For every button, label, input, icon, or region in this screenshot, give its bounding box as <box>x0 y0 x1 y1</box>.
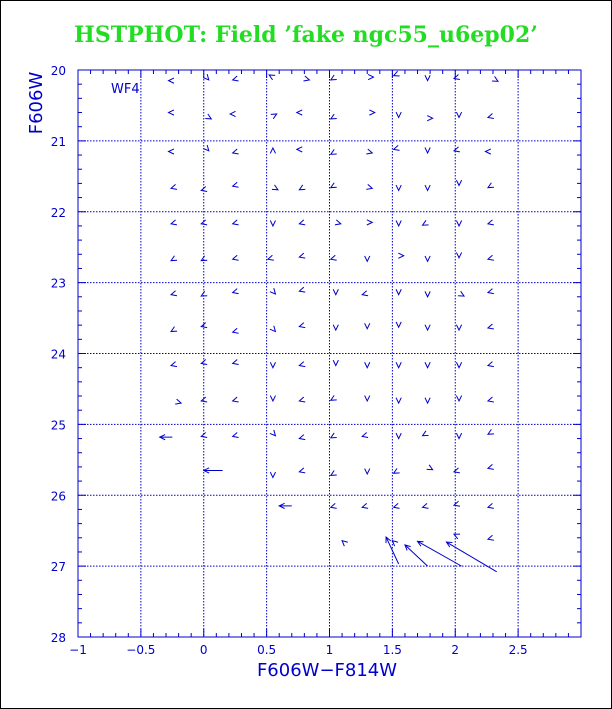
vector-arrow <box>488 324 494 329</box>
vector-head <box>171 220 177 225</box>
vector-head <box>362 432 368 437</box>
vector-arrow <box>331 503 337 508</box>
axes <box>51 64 581 657</box>
vector-arrow <box>270 326 276 332</box>
vector-arrow <box>270 148 275 153</box>
vector-arrow <box>270 430 276 436</box>
vector-arrow <box>456 433 461 438</box>
vector-head <box>425 398 430 403</box>
vector-head <box>169 149 174 154</box>
vector-arrow <box>270 362 275 367</box>
vector-head <box>456 221 461 226</box>
y-tick-label: 23 <box>50 276 66 291</box>
vector-arrow <box>488 397 494 402</box>
vector-head <box>331 183 337 188</box>
vector-head <box>396 362 401 367</box>
vector-arrow <box>230 111 235 116</box>
vector-head <box>333 289 338 294</box>
vector-head <box>201 397 207 402</box>
vector-head <box>369 110 374 115</box>
vector-arrow <box>297 110 302 115</box>
vector-shaft <box>446 542 496 572</box>
y-axis-label: F606W <box>26 71 47 135</box>
vector-arrow <box>456 180 461 185</box>
vector-head <box>427 116 432 121</box>
vector-arrow <box>425 362 430 367</box>
vector-head <box>488 429 494 434</box>
vector-head <box>423 503 429 508</box>
vector-field <box>160 71 498 572</box>
vector-head <box>423 431 429 436</box>
vector-arrow <box>303 76 309 81</box>
vector-arrow <box>201 187 207 192</box>
vector-head <box>425 75 430 80</box>
vector-arrow <box>171 362 177 367</box>
vector-head <box>233 289 239 294</box>
vector-arrow <box>456 221 461 226</box>
vector-arrow <box>331 75 337 80</box>
vector-arrow <box>368 74 373 79</box>
vector-arrow <box>362 503 368 508</box>
vector-head <box>233 432 239 437</box>
vector-head <box>456 180 461 185</box>
vector-head <box>271 114 277 119</box>
vector-head <box>485 149 490 154</box>
vector-arrow <box>396 322 401 327</box>
vector-head <box>488 255 494 260</box>
vector-arrow <box>171 291 177 296</box>
vector-arrow <box>333 289 338 294</box>
vector-head <box>425 148 430 153</box>
vector-arrow <box>485 149 490 154</box>
vector-head <box>233 76 239 81</box>
vector-arrow <box>331 114 337 119</box>
panel-annotation: WF4 <box>111 82 140 97</box>
chart-title: HSTPHOT: Field ’fake ngc55_u6ep02’ <box>74 22 538 48</box>
vector-arrow <box>299 253 305 258</box>
vector-arrow <box>425 185 430 190</box>
vector-arrow <box>233 255 239 260</box>
vector-arrow <box>446 542 496 572</box>
vector-head <box>205 114 211 119</box>
vector-arrow <box>201 397 207 402</box>
vector-head <box>270 326 276 332</box>
vector-arrow <box>488 255 494 260</box>
vector-head <box>331 395 337 400</box>
vector-head <box>456 396 461 401</box>
vector-head <box>331 75 337 80</box>
vector-head <box>394 468 400 473</box>
vector-arrow <box>488 362 494 367</box>
vector-arrow <box>425 148 430 153</box>
vector-arrow <box>270 396 275 401</box>
vector-head <box>299 435 305 440</box>
grid-lines <box>78 70 581 637</box>
vector-head <box>333 360 338 365</box>
vector-head <box>270 430 276 436</box>
vector-arrow <box>271 114 277 119</box>
vector-head <box>169 110 174 115</box>
vector-arrow <box>427 116 432 121</box>
vector-arrow <box>492 76 498 81</box>
vector-arrow <box>394 145 400 150</box>
vector-head <box>488 324 494 329</box>
vector-arrow <box>331 470 337 475</box>
vector-head <box>331 503 337 508</box>
vector-arrow <box>427 465 433 470</box>
vector-head <box>270 472 275 477</box>
vector-arrow <box>366 184 372 189</box>
vector-arrow <box>331 149 337 154</box>
vector-arrow <box>272 185 278 190</box>
vector-head <box>396 322 401 327</box>
vector-arrow <box>394 468 400 473</box>
y-tick-label: 20 <box>50 64 66 78</box>
vector-head <box>456 112 461 117</box>
vector-head <box>333 325 338 330</box>
vector-head <box>297 147 302 152</box>
vector-arrow <box>362 432 368 437</box>
vector-head <box>270 288 276 294</box>
vector-head <box>398 253 403 258</box>
vector-arrow <box>297 147 302 152</box>
y-tick-label: 24 <box>50 347 66 362</box>
x-tick-label: 2 <box>451 643 460 657</box>
vector-head <box>270 221 275 226</box>
vector-arrow <box>396 433 401 438</box>
vector-arrow <box>331 183 337 188</box>
vector-arrow <box>205 114 211 119</box>
vector-head <box>233 255 239 260</box>
vector-arrow <box>456 362 461 367</box>
vector-arrow <box>270 288 276 294</box>
vector-arrow <box>268 255 274 260</box>
vector-arrow <box>425 398 430 403</box>
vector-head <box>171 256 177 261</box>
vector-arrow <box>458 291 464 296</box>
vector-head <box>425 185 430 190</box>
vector-head <box>233 328 239 333</box>
vector-arrow <box>233 76 239 81</box>
vector-arrow <box>396 362 401 367</box>
vector-head <box>233 182 239 187</box>
vector-arrow <box>366 149 372 154</box>
y-tick-label: 28 <box>50 631 66 645</box>
vector-head <box>454 501 460 506</box>
vector-head <box>272 185 278 190</box>
vector-head <box>396 289 401 294</box>
vector-arrow <box>331 433 337 438</box>
vector-arrow <box>169 110 174 115</box>
vector-head <box>299 253 305 258</box>
vector-arrow <box>456 252 461 257</box>
vector-arrow <box>233 359 239 364</box>
vector-arrow <box>299 468 305 473</box>
vector-arrow <box>299 287 305 292</box>
y-tick-label: 27 <box>50 560 66 575</box>
vector-arrow <box>488 183 494 188</box>
vector-head <box>299 468 305 473</box>
vector-head <box>331 470 337 475</box>
vector-arrow <box>233 397 239 402</box>
vector-arrow <box>423 220 429 225</box>
vector-arrow <box>365 362 370 367</box>
vector-head <box>171 327 177 332</box>
vector-head <box>171 291 177 296</box>
vector-head <box>456 433 461 438</box>
vector-head <box>233 397 239 402</box>
vector-head <box>362 503 368 508</box>
vector-head <box>458 291 464 296</box>
vector-head <box>365 396 370 401</box>
vector-head <box>492 76 498 81</box>
vector-arrow <box>423 431 429 436</box>
vector-head <box>425 291 430 296</box>
vector-arrow <box>269 75 275 80</box>
x-tick-label: 1.5 <box>382 643 402 657</box>
vector-arrow <box>394 71 400 76</box>
vector-head <box>201 187 207 192</box>
vector-arrow <box>396 112 401 117</box>
vector-head <box>396 433 401 438</box>
vector-head <box>303 76 309 81</box>
vector-arrow <box>396 185 401 190</box>
vector-arrow <box>405 545 428 566</box>
vector-head <box>368 74 373 79</box>
vector-arrow <box>270 221 275 226</box>
vector-head <box>299 397 305 402</box>
vector-head <box>365 362 370 367</box>
vector-arrow <box>175 399 181 404</box>
vector-arrow <box>396 398 401 403</box>
vector-head <box>233 220 239 225</box>
vector-head <box>488 183 494 188</box>
vector-arrow <box>171 256 177 261</box>
vector-head <box>233 149 239 154</box>
x-tick-label: −1 <box>69 643 87 657</box>
vector-head <box>488 289 494 294</box>
vector-head <box>396 112 401 117</box>
vector-arrow <box>488 464 494 469</box>
vector-head <box>425 325 430 330</box>
vector-head <box>171 362 177 367</box>
vector-head <box>488 397 494 402</box>
y-tick-label: 26 <box>50 489 66 504</box>
vector-head <box>268 255 274 260</box>
vector-head <box>171 184 177 189</box>
vector-head <box>365 256 370 261</box>
vector-arrow <box>454 501 460 506</box>
vector-arrow <box>398 253 403 258</box>
vector-head <box>365 323 370 328</box>
vector-head <box>299 287 305 292</box>
vector-arrow <box>342 541 348 547</box>
vector-arrow <box>279 503 292 508</box>
x-tick-label: 0 <box>199 643 208 657</box>
vector-head <box>366 184 372 189</box>
vector-arrow <box>425 291 430 296</box>
vector-arrow <box>171 220 177 225</box>
vector-head <box>270 396 275 401</box>
vector-head <box>427 465 433 470</box>
vector-arrow <box>171 184 177 189</box>
vector-arrow <box>369 110 374 115</box>
vector-arrow <box>333 360 338 365</box>
vector-arrow <box>425 325 430 330</box>
vector-head <box>394 503 400 508</box>
vector-head <box>169 78 174 83</box>
vector-head <box>425 362 430 367</box>
vector-arrow <box>392 541 398 547</box>
vector-head <box>396 185 401 190</box>
vector-arrow <box>299 185 305 190</box>
vector-arrow <box>233 220 239 225</box>
vector-head <box>488 362 494 367</box>
vector-head <box>365 469 370 474</box>
vector-arrow <box>488 535 494 540</box>
y-tick-label: 22 <box>50 205 66 220</box>
vector-arrow <box>299 362 305 367</box>
vector-arrow <box>331 255 337 260</box>
vector-arrow <box>299 397 305 402</box>
vector-head <box>331 433 337 438</box>
vector-head <box>362 291 368 296</box>
vector-arrow <box>488 503 494 508</box>
vector-arrow <box>270 472 275 477</box>
vector-head <box>367 220 372 225</box>
vector-head <box>396 398 401 403</box>
vector-arrow <box>488 429 494 434</box>
vector-arrow <box>456 325 461 330</box>
vector-head <box>488 535 494 540</box>
vector-arrow <box>233 432 239 437</box>
vector-head <box>299 220 305 225</box>
vector-head <box>488 220 494 225</box>
vector-arrow <box>331 395 337 400</box>
vector-head <box>488 503 494 508</box>
vector-head <box>299 185 305 190</box>
vector-head <box>394 145 400 150</box>
y-tick-label: 25 <box>50 418 66 433</box>
vector-arrow <box>201 432 207 437</box>
vector-arrow <box>233 182 239 187</box>
vector-arrow <box>425 256 430 261</box>
vector-head <box>297 110 302 115</box>
vector-arrow <box>488 220 494 225</box>
vector-head <box>425 256 430 261</box>
vector-head <box>331 149 337 154</box>
y-tick-label: 21 <box>50 134 66 149</box>
vector-arrow <box>169 149 174 154</box>
vector-head <box>394 71 400 76</box>
vector-arrow <box>423 503 429 508</box>
vector-head <box>456 252 461 257</box>
vector-head <box>396 221 401 226</box>
vector-arrow <box>233 328 239 333</box>
vector-head <box>456 362 461 367</box>
vector-arrow <box>425 75 430 80</box>
vector-shaft <box>405 545 428 566</box>
vector-head <box>456 325 461 330</box>
vector-head <box>331 114 337 119</box>
vector-arrow <box>456 396 461 401</box>
vector-head <box>331 255 337 260</box>
vector-head <box>201 432 207 437</box>
vector-arrow <box>365 323 370 328</box>
vector-head <box>488 114 494 119</box>
vector-head <box>335 220 341 225</box>
vector-head <box>233 359 239 364</box>
vector-arrow <box>299 220 305 225</box>
vector-arrow <box>171 327 177 332</box>
vector-arrow <box>333 325 338 330</box>
x-tick-label: 1 <box>325 643 334 657</box>
vector-arrow <box>201 220 207 225</box>
vector-head <box>270 362 275 367</box>
vector-head <box>342 541 348 547</box>
vector-arrow <box>367 220 372 225</box>
x-tick-label: −0.5 <box>126 643 156 657</box>
vector-arrow <box>335 220 341 225</box>
vector-head <box>175 399 181 404</box>
vector-arrow <box>160 435 173 440</box>
vector-arrow <box>365 396 370 401</box>
vector-arrow <box>396 221 401 226</box>
vector-head <box>299 362 305 367</box>
vector-head <box>230 111 235 116</box>
vector-head <box>299 323 305 328</box>
vector-head <box>392 541 398 547</box>
vector-arrow <box>488 114 494 119</box>
vector-head <box>201 220 207 225</box>
vector-arrow <box>362 291 368 296</box>
vector-arrow <box>456 112 461 117</box>
x-tick-label: 2.5 <box>508 643 528 657</box>
vector-head <box>269 75 275 80</box>
vector-arrow <box>299 435 305 440</box>
vector-arrow <box>233 289 239 294</box>
vector-arrow <box>299 323 305 328</box>
vector-arrow <box>394 503 400 508</box>
vector-arrow <box>365 469 370 474</box>
vector-arrow <box>204 468 223 473</box>
vector-head <box>423 220 429 225</box>
vector-arrow <box>233 149 239 154</box>
vector-arrow <box>365 256 370 261</box>
x-tick-label: 0.5 <box>257 643 277 657</box>
x-axis-label: F606W−F814W <box>256 660 398 681</box>
vector-arrow <box>169 78 174 83</box>
vector-arrow <box>396 289 401 294</box>
vector-head <box>366 149 372 154</box>
vector-arrow <box>488 289 494 294</box>
vector-head <box>488 464 494 469</box>
vector-head <box>270 148 275 153</box>
